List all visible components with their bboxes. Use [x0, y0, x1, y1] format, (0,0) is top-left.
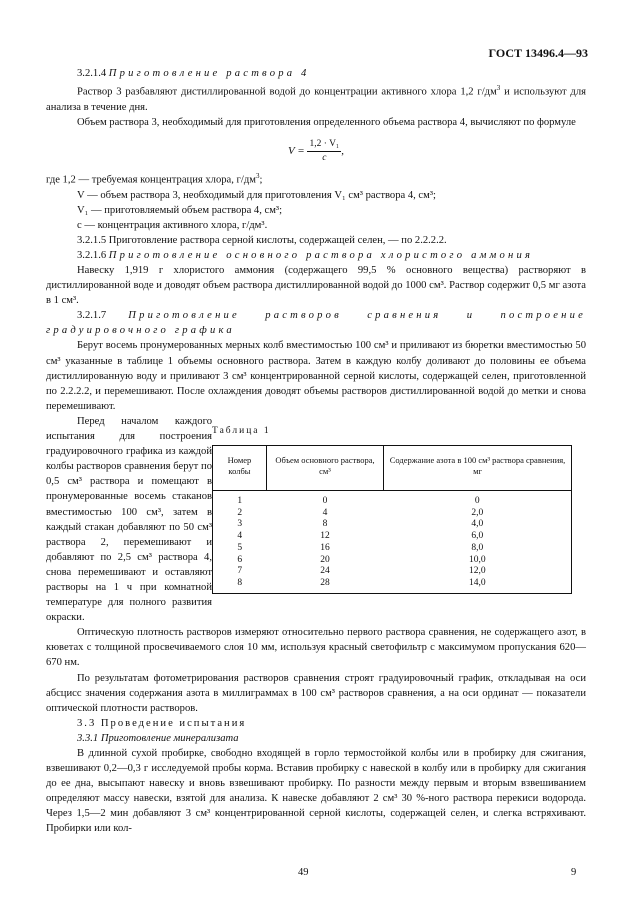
- formula: V = $\frac{\text{1,2 · V₁}}{c}$ ,: [288, 138, 344, 163]
- section-3-3-heading: 3.3 Проведение испытания: [77, 717, 247, 729]
- table-row: 8 28 14,0: [213, 578, 572, 593]
- table-header-nitrogen: Содержание азота в 100 см³ раствора сравнения, мг: [384, 446, 572, 491]
- section-3-2-1-5: 3.2.1.5 Приготовление раствора серной кислоты, содержащей селен, — по 2.2.2.2.: [77, 234, 447, 246]
- table-row: 4 12 6,0: [213, 531, 572, 543]
- table-row: 3 8 4,0: [213, 519, 572, 531]
- procedure-text: Перед началом каждого испытания для построения градуировочного графика из каждой колбы растворов сравнения берут по 0,5 см³ раствора и помещают в пронумерованные восемь стаканов вместимостью 100 см³, затем в каждый стакан добавляют по 50 см³ раствора 2, перемешивают и добавляют по 2,5 см³ раствора 4, снова перемешивают и оставляют растворы на 1 ч при комнатной температуре для полного развития окраски.: [46, 415, 212, 624]
- page-number-left: 49: [298, 867, 309, 878]
- section-3-2-1-4-para2: Объем раствора 3, необходимый для приготовления определенного объема раствора 4, вычисляют по формуле: [77, 116, 576, 128]
- section-3-2-1-4-heading: 3.2.1.4 Приготовление раствора 4: [77, 68, 310, 79]
- table-row: 7 24 12,0: [213, 566, 572, 578]
- optical-density-para: Оптическую плотность растворов измеряют относительно первого раствора сравнения, не содержащего азот, в кюветах с толщиной просвечиваемого слоя 10 мм, используя красный светофильтр с максимумом пропускания 620—670 нм.: [46, 627, 586, 669]
- section-3-2-1-6-heading: 3.2.1.6 Приготовление основного раствора хлористого аммония: [77, 249, 534, 261]
- section-3-2-1-7-para: Берут восемь пронумерованных мерных колб вместимостью 100 см³ и приливают из бюретки вместимостью 50 см³ указанные в таблице 1 объемы основного раствора. Затем в каждую колбу доливают до половины ее объема дистиллированную воду и приливают 3 см³ концентрированной серной кислоты, содержащей селен, приготовленной по 2.2.2.2, и перемешивают. После охлаждения доводят объемы растворов дистиллированной водой до метки и снова перемешивают.: [46, 340, 586, 412]
- section-3-2-1-6-para: Навеску 1,919 г хлористого аммония (содержащего 99,5 % основного вещества) растворяют в дистиллированной воде и доводят объем раствора дистиллированной водой до 1000 см³. Раствор содержит 0,5 мг азота в 1 см³.: [46, 265, 586, 307]
- table-header-flask: Номер колбы: [213, 446, 267, 491]
- table-1: [212, 445, 572, 594]
- definition-1: где 1,2 — требуемая концентрация хлора, $г/дм^3$;: [46, 171, 263, 186]
- text-with-table: [46, 414, 586, 625]
- definition-3: V₁ — приготовляемый объем раствора 4, см³;: [77, 204, 283, 216]
- table-header-volume: Объем основного раствора, см³: [266, 446, 383, 491]
- page-number-right: 9: [571, 867, 577, 878]
- main-text: [46, 66, 586, 837]
- section-3-3-1-para: В длинной сухой пробирке, свободно входящей в горло термостойкой колбы или в пробирку для сжигания, взвешивают 0,2—0,3 г исследуемой пробы корма. Вставив пробирку с навеской в колбу или в пробирку для сжигания до ее дна, высыпают навеску и вновь взвешивают пробирку. По разности между первым и вторым взвешиванием определяют массу навески, взятой для анализа. К навеске добавляют 2 см³ 30 %-ного раствора перекиси водорода. Через 1,5—2 мин добавляют 3 см³ концентрированной серной кислоты, содержащей селен, и слегка встряхивают. Пробирки или кол-: [46, 748, 586, 835]
- table-row: 2 4 2,0: [213, 508, 572, 520]
- section-3-3-1-heading: 3.3.1 Приготовление минерализата: [77, 732, 239, 744]
- table-caption: Таблица 1: [212, 425, 271, 436]
- section-3-2-1-4-para1: Раствор 3 разбавляют дистиллированной водой до концентрации активного хлора 1,2 $г/дм^3$ и используют для анализа в течение дня.: [46, 84, 586, 113]
- section-3-2-1-7-heading: 3.2.1.7 Приготовление растворов сравнения и построение градуировочного графика: [46, 310, 586, 337]
- table-1-block: [212, 414, 572, 594]
- formula-fraction: $\frac{\text{1,2 · V₁}}{c}$: [309, 138, 340, 163]
- graph-para: По результатам фотометрирования растворов сравнения строят градуировочный график, откладывая на оси абсцисс значения содержания азота в миллиграммах в 100 см³ растворов сравнения, а на оси ординат — показатели оптической плотности растворов.: [46, 672, 586, 714]
- table-row: 6 20 10,0: [213, 555, 572, 567]
- definition-4: c — концентрация активного хлора, г/дм³.: [77, 219, 268, 231]
- table-row: 5 16 8,0: [213, 543, 572, 555]
- table-row: 1 0 0: [213, 491, 572, 508]
- definition-2: V — объем раствора 3, необходимый для приготовления V₁ см³ раствора 4, см³;: [77, 189, 436, 201]
- standard-header: ГОСТ 13496.4—93: [488, 46, 588, 60]
